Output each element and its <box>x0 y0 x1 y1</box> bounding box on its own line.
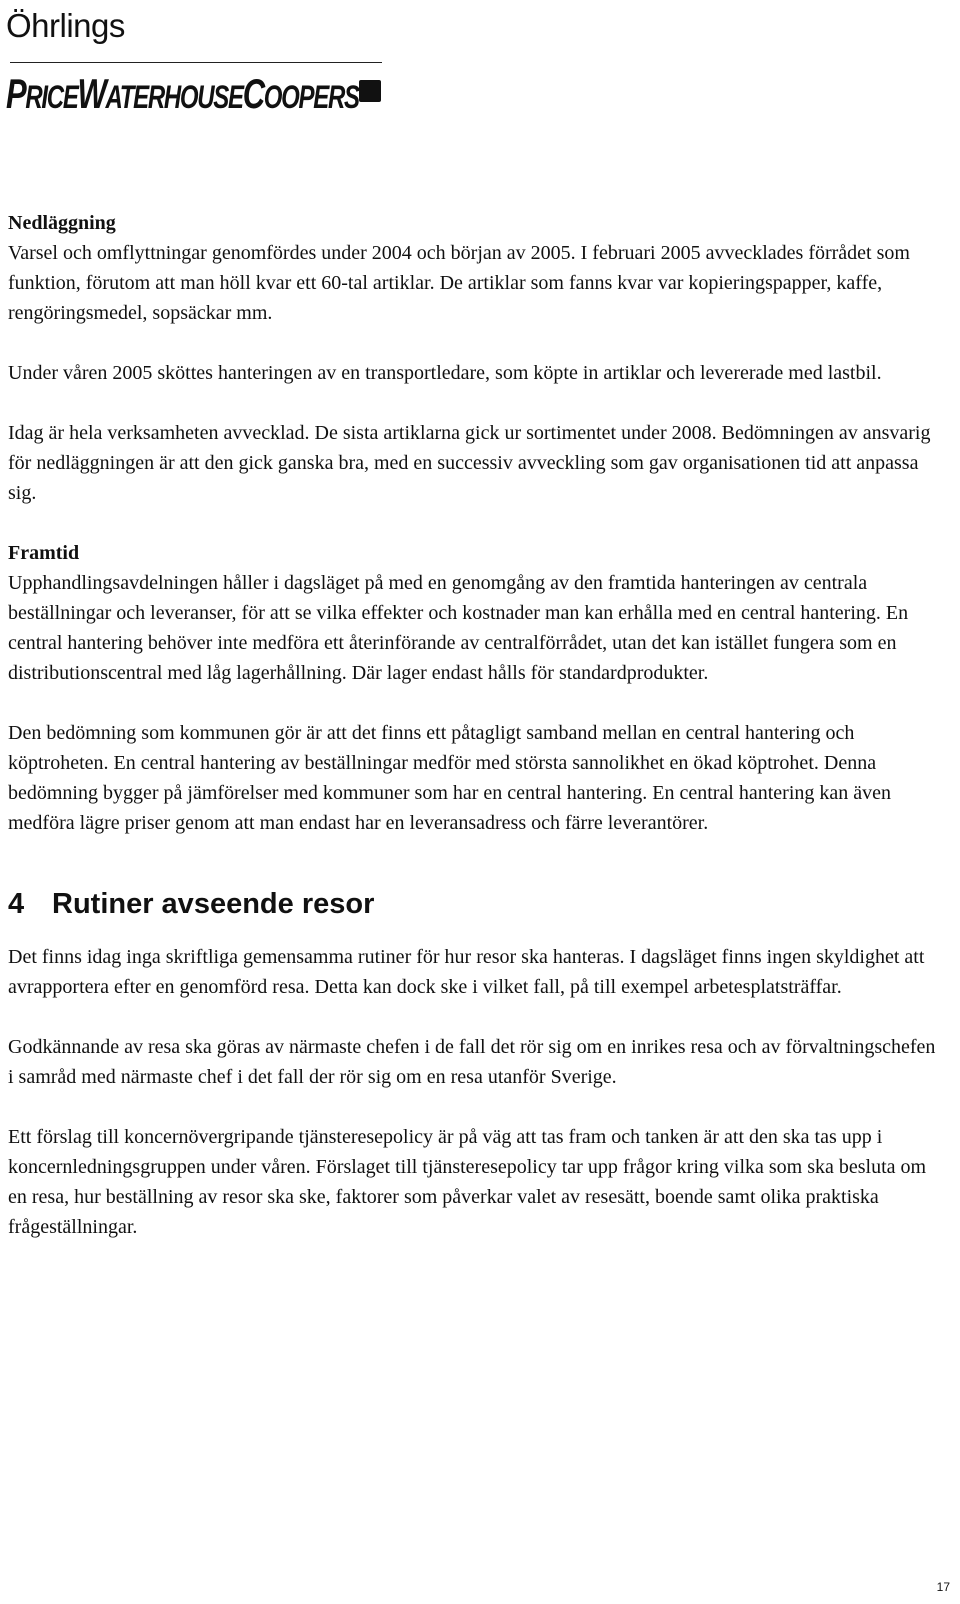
paragraph: Under våren 2005 sköttes hanteringen av en transportledare, som köpte in artiklar och levererade med lastbil. <box>8 362 882 384</box>
logo-divider <box>10 62 382 63</box>
section-nedlaggning <box>8 208 938 328</box>
chapter-title-text: Rutiner avseende resor <box>52 888 375 920</box>
paragraph: Varsel och omflyttningar genomfördes under 2004 och början av 2005. I februari 2005 avvecklades förrådet som funktion, förutom att man höll kvar ett 60-tal artiklar. De artiklar som fanns kvar var kopieringspapper, kaffe, rengöringsmedel, sopsäckar mm. <box>8 242 910 324</box>
section-framtid <box>8 538 938 688</box>
chapter-title <box>8 884 938 924</box>
paragraph: Idag är hela verksamheten avvecklad. De sista artiklarna gick ur sortimentet under 2008. Bedömningen av ansvarig för nedläggningen är att den gick ganska bra, med en successiv avveckling som gav organisationen tid att anpassa sig. <box>8 422 931 504</box>
paragraph: Ett förslag till koncernövergripande tjänsteresepolicy är på väg att tas fram och tanken är att den ska tas upp i koncernledningsgruppen under våren. Förslaget till tjänsteresepolicy tar upp frågor kring vilka som ska besluta om en resa, hur beställning av resor ska ske, faktorer som påverkar valet av resesätt, boende samt olika praktiska frågeställningar. <box>8 1126 927 1238</box>
paragraph: Det finns idag inga skriftliga gemensamma rutiner för hur resor ska hanteras. I dagsläget finns ingen skyldighet att avrapportera efter en genomförd resa. Detta kan dock ske i vilket fall, på till exempel arbetesplatsträffar. <box>8 946 925 998</box>
paragraph: Upphandlingsavdelningen håller i dagsläget på med en genomgång av den framtida hanteringen av centrala beställningar och leveranser, för att se vilka effekter och kostnader man kan erhålla med en central hantering. En central hantering behöver inte medföra ett återinförande av centralförrådet, utan det kan istället fungera som en distributionscentral med låg lagerhållning. Där lager endast hålls för standardprodukter. <box>8 572 909 684</box>
section-heading: Nedläggning <box>8 212 116 234</box>
logo-seal-icon <box>359 80 381 102</box>
paragraph: Godkännande av resa ska göras av närmaste chefen i de fall det rör sig om en inrikes resa och av förvaltningschefen i samråd med närmaste chef i det fall der rör sig om en resa utanför Sverige. <box>8 1036 936 1088</box>
document-body <box>8 208 938 1272</box>
paragraph: Den bedömning som kommunen gör är att det finns ett påtagligt samband mellan en central hantering och köptroheten. En central hantering av beställningar medför med största sannolikhet en ökad köptrohet. Denna bedömning bygger på jämförelser med kommuner som har en central hantering. En central hantering kan även medföra lägre priser genom att man endast har en leveransadress och färre leverantörer. <box>8 722 892 834</box>
page-number: 17 <box>936 1580 950 1594</box>
logo-text-pwc: PRICEWATERHOUSECOOPERS <box>6 70 359 118</box>
logo-text-ohrlings: Öhrlings <box>6 7 125 44</box>
company-logo <box>6 6 359 118</box>
section-heading: Framtid <box>8 542 80 564</box>
chapter-number: 4 <box>8 888 25 920</box>
